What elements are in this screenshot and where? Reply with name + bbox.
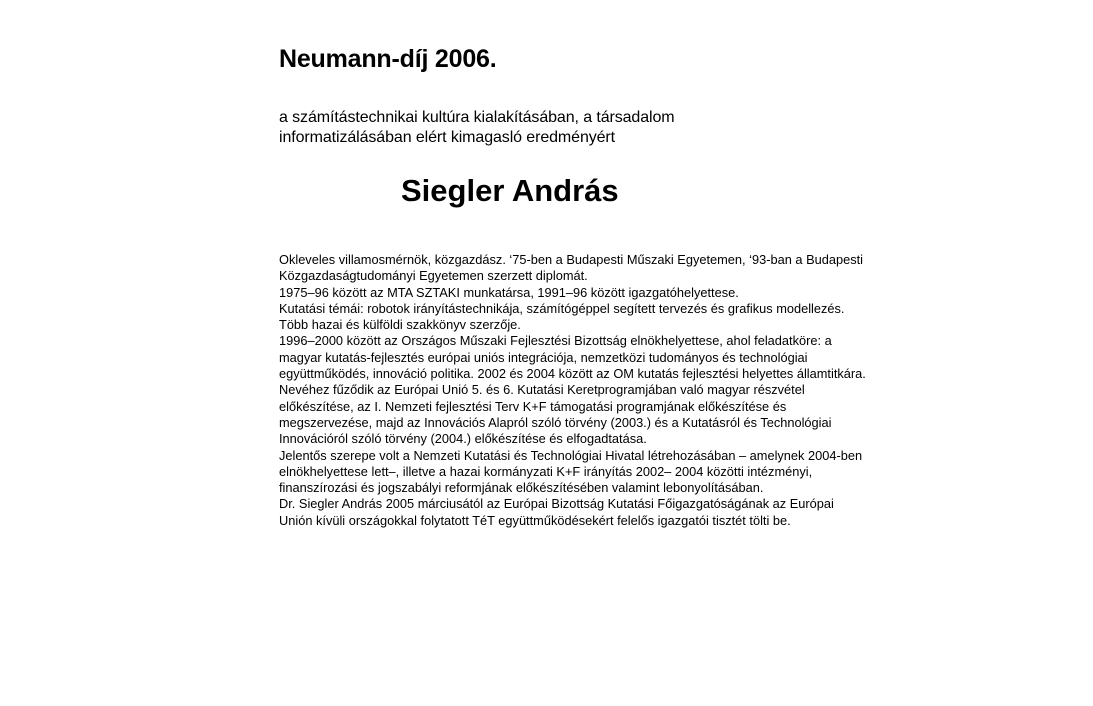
document-page <box>279 0 879 706</box>
bio-paragraph-education: Okleveles villamosmérnök, közgazdász. ‘75-ben a Budapesti Műszaki Egyetemen, ‘93-ban a Budapesti Közgazdaságtudományi Egyetemen szerzett diplomát. <box>279 252 863 284</box>
bio-paragraph-sztaki: 1975–96 között az MTA SZTAKI munkatársa, 1991–96 között igazgatóhelyettese. <box>279 284 739 300</box>
bio-paragraph-nkth: Jelentős szerepe volt a Nemzeti Kutatási és Technológiai Hivatal létrehozásában – amelynek 2004-ben elnökhelyettese lett–, illetve a hazai kormányzati K+F irányítás 2002– 2004 közötti intézményi, finanszírozási és jogszabályi reformjának előkészítésében valamint lebonyolításában. <box>279 447 863 496</box>
award-title: Neumann-díj 2006. <box>279 45 497 73</box>
bio-paragraph-current-role: Dr. Siegler András 2005 márciusától az Európai Bizottság Kutatási Főigazgatóságának az Európai Unión kívüli országokkal folytatott TéT együttműködésekért felelős igazgatói tisztét tölti be. <box>279 496 834 528</box>
bio-paragraph-omfb: 1996–2000 között az Országos Műszaki Fejlesztési Bizottság elnökhelyettese, ahol feladatköre: a magyar kutatás-fejlesztés európai uniós integrációja, nemzetközi tudományos és technológiai együttműködés, innováció politika. 2002 és 2004 között az OM kutatás fejlesztési helyettes államtitkára. <box>279 333 866 382</box>
award-citation: a számítástechnikai kultúra kialakításában, a társadalom informatizálásában elért kimagasló eredményért <box>279 109 675 146</box>
bio-paragraph-research: Kutatási témái: robotok irányítástechnikája, számítógéppel segített tervezés és grafikus modellezés. Több hazai és külföldi szakkönyv szerzője. <box>279 300 845 333</box>
bio-paragraph-eu-programs: Nevéhez fűződik az Európai Unió 5. és 6. Kutatási Keretprogramjában való magyar részvétel előkészítése, az I. Nemzeti fejlesztési Terv K+F támogatási programjának előkészítése és megszervezése, majd az Innovációs Alapról szóló törvény (2003.) és a Kutatásról és Technológiai Innovációról szóló törvény (2004.) előkészítése és elfogadtatása. <box>279 382 832 447</box>
laureate-name: Siegler András <box>401 173 619 208</box>
biography <box>279 252 869 529</box>
